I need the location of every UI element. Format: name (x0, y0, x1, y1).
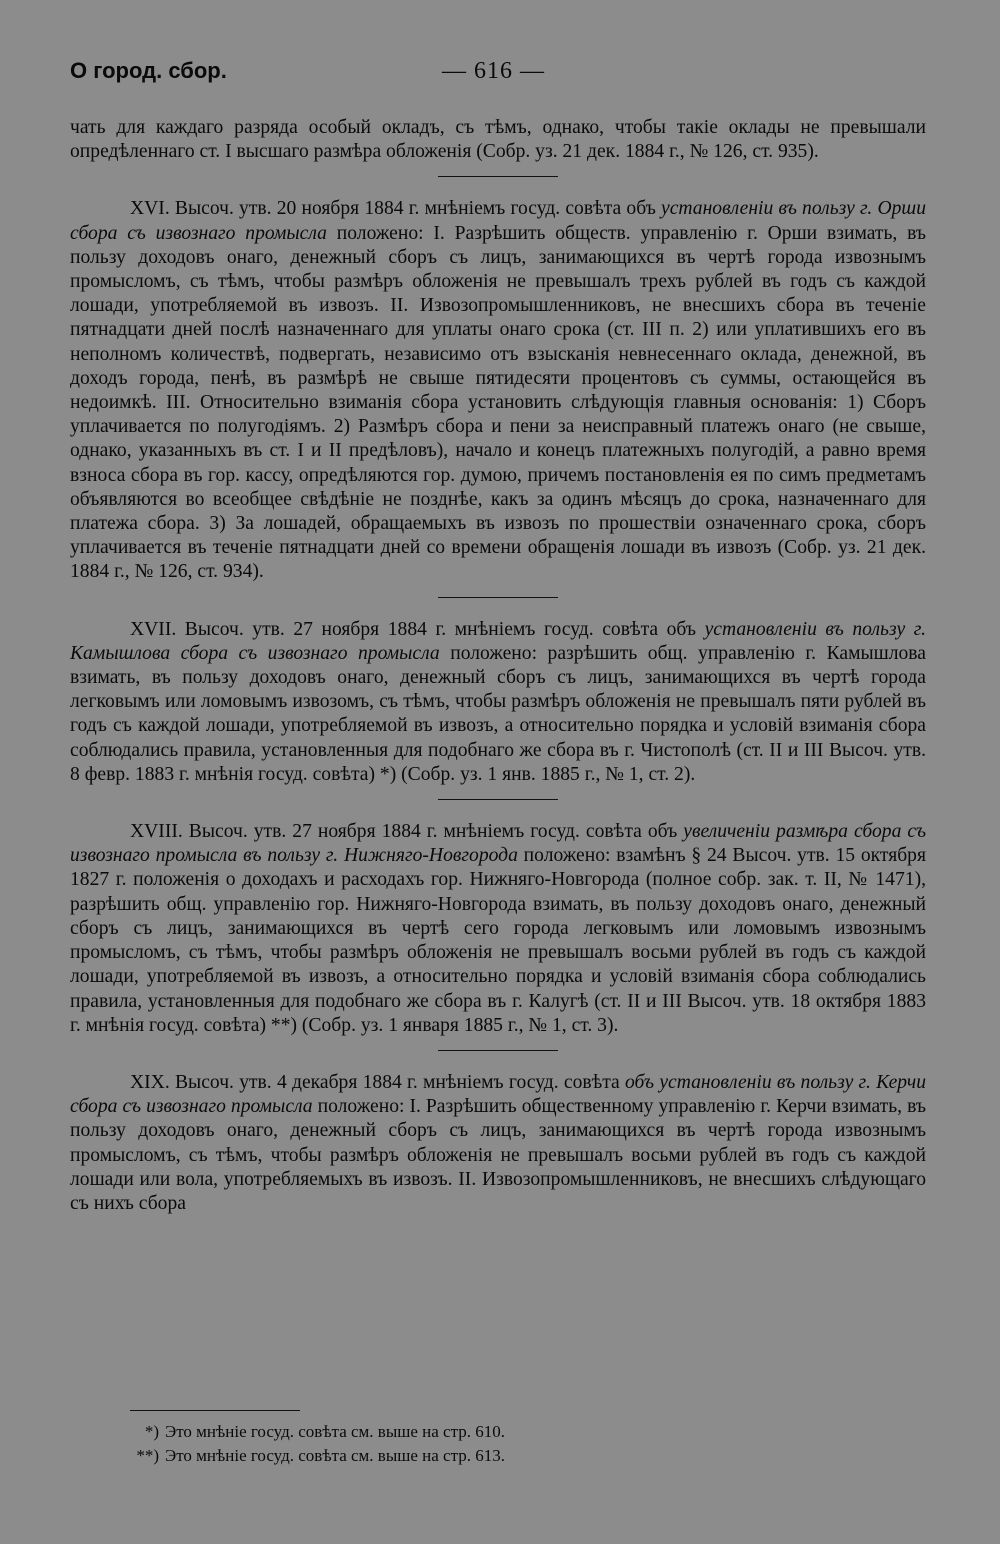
section-text: положено: I. Разрѣшить общественному управленію г. Керчи взимать, въ пользу доходовъ онаго, денежный сборъ съ лицъ, занимающихся въ чертѣ города извознымъ промысломъ, съ тѣмъ, чтобы размѣръ обложенія не превышалъ восьми рублей въ годъ съ каждой лошади или вола, употребляемыхъ въ извозъ. II. Извозопромышленниковъ, не внесшихъ слѣдующаго съ нихъ сбора (70, 1096, 926, 1214)
footnote-divider (130, 1410, 300, 1411)
continuation-paragraph: чать для каждаго разряда особый окладъ, съ тѣмъ, однако, чтобы такіе оклады не превышали опредѣленнаго ст. I высшаго размѣра обложенія (Собр. уз. 21 дек. 1884 г., № 126, ст. 935). (70, 117, 926, 163)
page-header (70, 58, 930, 92)
section-text: положено: разрѣшить общ. управленію г. Камышлова взимать, въ пользу доходовъ онаго, денежный сборъ съ лицъ, занимающихся въ чертѣ города легковымъ или ломовымъ извозомъ, съ тѣмъ, чтобы размѣръ обложенія не превышалъ пяти рублей въ годъ съ каждой лошади, употребляемой въ извозъ, а относительно порядка и условій взиманія сбора соблюдались правила, установленныя для подобнаго же сбора въ г. Чистополѣ (ст. II и III Высоч. утв. 8 февр. 1883 г. мнѣнія госуд. совѣта) *) (Собр. уз. 1 янв. 1885 г., № 1, ст. 2). (70, 642, 926, 785)
section-divider (438, 799, 558, 800)
running-title: О город. сбор. (70, 58, 227, 83)
page-number: — 616 — (442, 58, 545, 84)
section-xviii (70, 820, 926, 1038)
page-body (70, 116, 926, 1216)
section-xvi (70, 197, 926, 584)
section-lead: XVIII. Высоч. утв. 27 ноября 1884 г. мнѣніемъ госуд. совѣта объ (130, 821, 684, 843)
section-divider (438, 176, 558, 177)
section-subject: установленіи въ пользу г. Камышлова сбора съ извознаго промысла (70, 618, 926, 664)
section-xix (70, 1071, 926, 1216)
section-text: положено: I. Разрѣшить обществ. управленію г. Орши взимать, въ пользу доходовъ онаго, денежный сборъ съ лицъ, занимающихся въ чертѣ города извознымъ промысломъ, съ тѣмъ, чтобы размѣръ обложенія не превышалъ трехъ рублей въ годъ съ каждой лошади, употребляемой въ извозъ. II. Извозопромышленниковъ, не внесшихъ сбора въ теченіе пятнадцати дней послѣ назначеннаго для уплаты онаго срока (ст. III п. 2) или уплатившихъ его въ неполномъ количествѣ, подвергать, независимо отъ взысканія невнесеннаго оклада, денежной, въ доходъ города, пенѣ, въ размѣрѣ не свыше пятидесяти процентовъ съ суммы, остающейся въ недоимкѣ. III. Относительно взиманія сбора установить слѣдующія главныя основанія: 1) Сборъ уплачивается по полугодіямъ. 2) Размѣръ сбора и пени за неисправный платежъ онаго (не свыше, однако, указанныхъ въ ст. I и II предѣловъ), начало и конецъ платежныхъ полугодій, а равно время взноса сбора въ гор. кассу, опредѣляются гор. думою, причемъ постановленія ея по симъ предметамъ объявляются во всеобщее свѣдѣніе не позднѣе, какъ за одинъ мѣсяцъ до срока, назначеннаго для платежа сбора. 3) За лошадей, обращаемыхъ въ извозъ по прошествіи означеннаго срока, сборъ уплачивается въ теченіе пятнадцати дней со времени обращенія лошади въ извозъ (Собр. уз. 21 дек. 1884 г., № 126, ст. 934). (70, 222, 926, 583)
section-subject: объ установленіи въ пользу г. Керчи сбора съ извознаго промысла (70, 1071, 926, 1118)
footnote-text: Это мнѣніе госуд. совѣта см. выше на стр. 610. (165, 1422, 505, 1441)
section-lead: XVI. Высоч. утв. 20 ноября 1884 г. мнѣніемъ госуд. совѣта объ (130, 198, 661, 220)
footnote-mark: **) (136, 1446, 159, 1465)
section-divider (438, 1050, 558, 1051)
section-lead: XVII. Высоч. утв. 27 ноября 1884 г. мнѣніемъ госуд. совѣта объ (130, 618, 705, 640)
footnotes (125, 1420, 825, 1468)
section-text: положено: взамѣнъ § 24 Высоч. утв. 15 октября 1827 г. положенія о доходахъ и расходахъ гор. Нижняго-Новгорода (полное собр. зак. т. II, № 1471), разрѣшить общ. управленію гор. Нижняго-Новгорода взимать, въ пользу доходовъ онаго, денежный сборъ съ лицъ, занимающихся въ чертѣ сего города легковымъ или ломовымъ извознымъ промысломъ, съ тѣмъ, чтобы размѣръ обложенія не превышалъ восьми рублей въ годъ съ каждой лошади, употребляемой въ извозъ, а относительно порядка и условій взиманія сбора соблюдались правила, установленныя для подобнаго же сбора въ г. Калугѣ (ст. II и III Высоч. утв. 18 октября 1883 г. мнѣнія госуд. совѣта) **) (Собр. уз. 1 января 1885 г., № 1, ст. 3). (70, 845, 926, 1036)
section-xvii (70, 618, 926, 787)
section-divider (438, 597, 558, 598)
footnote-text: Это мнѣніе госуд. совѣта см. выше на стр. 613. (165, 1446, 505, 1465)
section-lead: XIX. Высоч. утв. 4 декабря 1884 г. мнѣніемъ госуд. совѣта (130, 1071, 626, 1093)
footnote-mark: *) (144, 1422, 159, 1441)
section-subject: установленіи въ пользу г. Орши сбора съ извознаго промысла (70, 198, 926, 244)
section-subject: увеличеніи размѣра сбора съ извознаго промысла въ пользу г. Нижняго-Новгорода (70, 821, 926, 867)
footnote (125, 1444, 825, 1468)
footnote (125, 1420, 825, 1444)
